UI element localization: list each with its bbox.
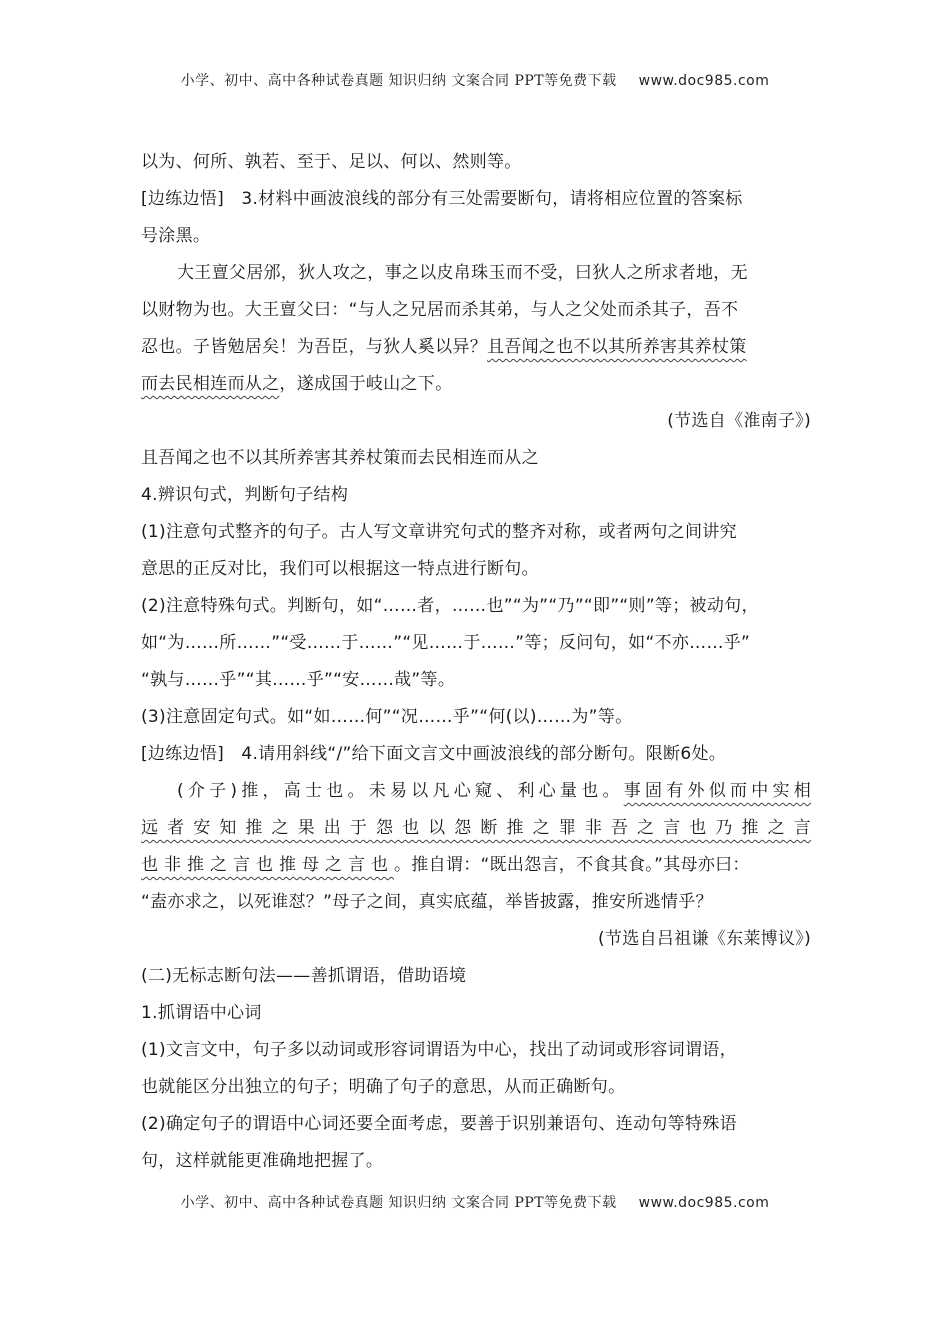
source-citation: (节选自吕祖谦《东莱博议》) xyxy=(598,929,811,949)
header-text: 小学、初中、高中各种试卷真题 知识归纳 文案合同 PPT等免费下载 xyxy=(180,73,617,89)
passage-huainanzi-line xyxy=(141,366,811,403)
text-line: 意思的正反对比，我们可以根据这一特点进行断句。 xyxy=(141,559,539,579)
wavy-underlined-text: 也非推之言也推母之言也 xyxy=(141,855,394,875)
text-line: (1)注意句式整齐的句子。古人写文章讲究句式的整齐对称，或者两句之间讲究 xyxy=(141,522,737,542)
footer-text: 小学、初中、高中各种试卷真题 知识归纳 文案合同 PPT等免费下载 xyxy=(180,1195,617,1211)
page-header xyxy=(0,70,950,90)
section-heading: (二)无标志断句法——善抓谓语，借助语境 xyxy=(141,966,467,986)
page-footer xyxy=(0,1192,950,1212)
passage-huainanzi-line: 以财物为也。大王亶父曰：“与人之兄居而杀其弟，与人之父处而杀其子，吾不 xyxy=(141,300,739,320)
text-line: 也就能区分出独立的句子；明确了句子的意思，从而正确断句。 xyxy=(141,1077,626,1097)
header-url: www.doc985.com xyxy=(638,73,770,89)
answer-line: 且吾闻之也不以其所养害其养杖策而去民相连而从之 xyxy=(141,448,539,468)
footer-url: www.doc985.com xyxy=(638,1195,770,1211)
wavy-underlined-text: 而去民相连而从之 xyxy=(141,374,280,394)
passage-donglai-line xyxy=(141,847,811,884)
passage-huainanzi-line xyxy=(141,329,811,366)
text-line: 句，这样就能更准确地把握了。 xyxy=(141,1151,384,1171)
text-line: 以为、何所、孰若、至于、足以、何以、然则等。 xyxy=(141,152,522,172)
text-line: (2)注意特殊句式。判断句，如“……者，……也”“为”“乃”“即”“则”等；被动句， xyxy=(141,596,759,616)
plain-text: 。推自谓：“既出怨言，不食其食。”其母亦曰： xyxy=(394,855,750,875)
plain-text: (介子)推，高士也。未易以凡心窥、利心量也。 xyxy=(177,781,624,801)
passage-donglai-line: “盍亦求之，以死谁怼？”母子之间，真实底蕴，举皆披露，推安所逃情乎？ xyxy=(141,892,713,912)
wavy-underlined-text: 事固有外似而中实相 xyxy=(623,781,811,801)
section-heading: 1.抓谓语中心词 xyxy=(141,1003,262,1023)
text-line: “孰与……乎”“其……乎”“安……哉”等。 xyxy=(141,670,456,690)
text-line: (3)注意固定句式。如“如……何”“况……乎”“何(以)……为”等。 xyxy=(141,707,633,727)
passage-huainanzi-line: 大王亶父居邠，狄人攻之，事之以皮帛珠玉而不受，曰狄人之所求者地，无 xyxy=(177,263,748,283)
text-line: (2)确定句子的谓语中心词还要全面考虑，要善于识别兼语句、连动句等特殊语 xyxy=(141,1114,737,1134)
source-citation: (节选自《淮南子》) xyxy=(667,411,811,431)
text-line: 如“为……所……”“受……于……”“见……于……”等；反问句，如“不亦……乎” xyxy=(141,633,751,653)
wavy-underlined-text: 且吾闻之也不以其所养害其养杖策 xyxy=(487,337,747,357)
passage-donglai-line xyxy=(141,810,811,847)
plain-text: ，遂成国于岐山之下。 xyxy=(279,374,453,394)
exercise-4-prompt: [边练边悟] 4.请用斜线“/”给下面文言文中画波浪线的部分断句。限断6处。 xyxy=(141,744,727,764)
wavy-underlined-text: 远者安知推之果出于怨也以怨断推之罪非吾之言也乃推之言 xyxy=(141,818,811,838)
exercise-3-prompt: [边练边悟] 3.材料中画波浪线的部分有三处需要断句，请将相应位置的答案标 xyxy=(141,189,743,209)
text-line: 号涂黑。 xyxy=(141,226,211,246)
passage-donglai-line xyxy=(141,773,811,810)
plain-text: 忍也。子皆勉居矣！为吾臣，与狄人奚以异？ xyxy=(141,337,487,357)
text-line: (1)文言文中，句子多以动词或形容词谓语为中心，找出了动词或形容词谓语， xyxy=(141,1040,737,1060)
document-body xyxy=(141,144,811,1180)
section-heading: 4.辨识句式，判断句子结构 xyxy=(141,485,349,505)
